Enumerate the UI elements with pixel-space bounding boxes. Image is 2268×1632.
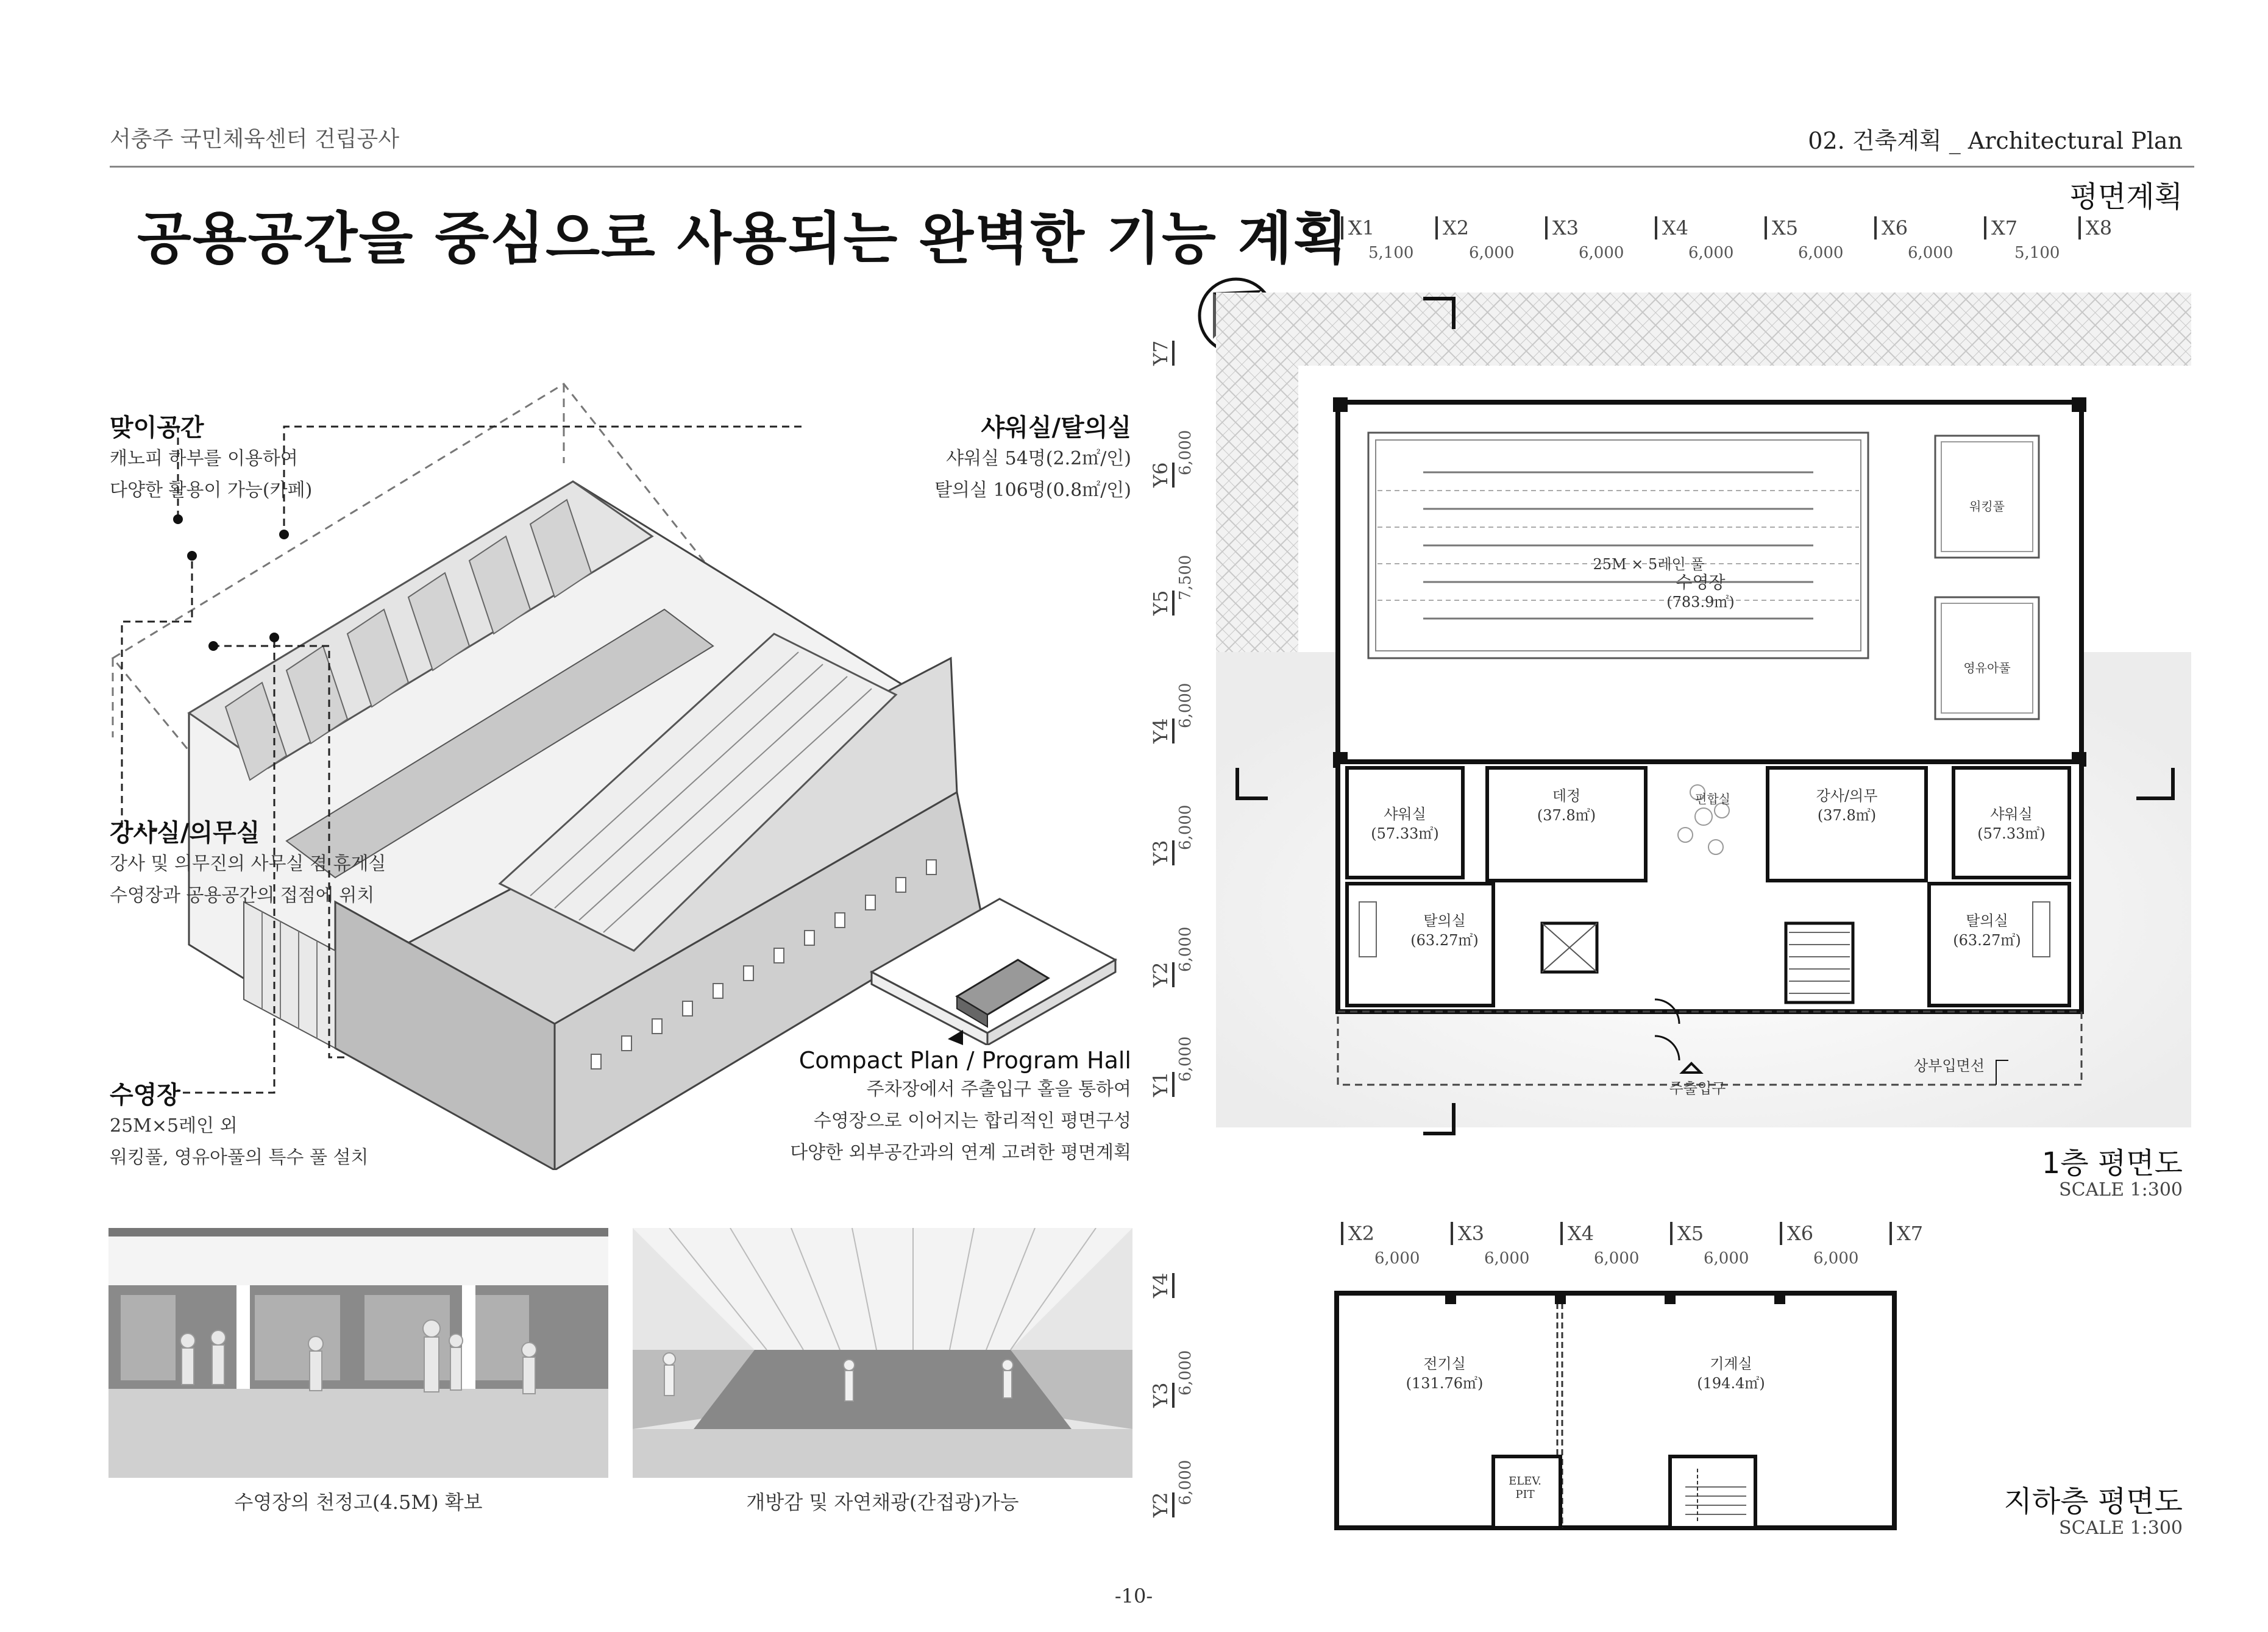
annotation-pool-title: 수영장: [110, 1081, 180, 1109]
overhang-label: 상부입면선: [1914, 1057, 1985, 1074]
plan2-scale: SCALE 1:300: [2059, 1517, 2183, 1539]
annotation-shower: [934, 408, 1131, 506]
annotation-entrance-line: 다양한 활용이 가능(카페): [110, 480, 313, 501]
room-shower-right: [1953, 804, 2069, 843]
annotation-entrance-line: 캐노피 하부를 이용하여: [110, 448, 298, 469]
photo-natural-light: [633, 1228, 1132, 1478]
plan2-x-grid: [1341, 1222, 2072, 1271]
grid-label: X7: [1984, 216, 2017, 239]
grid-dim: 6,000: [1374, 1249, 1420, 1268]
plan1-title: 1층 평면도: [2041, 1146, 2183, 1180]
room-pool: 수영장: [1676, 572, 1726, 592]
grid-dim: 5,100: [1368, 244, 1414, 262]
basement-plan: [1332, 1286, 1905, 1536]
grid-label: X8: [2078, 216, 2112, 239]
grid-label: Y3: [1149, 1383, 1175, 1408]
annotation-compact-line: 주차장에서 주출입구 홀을 통하여: [866, 1079, 1131, 1100]
annotation-office-title: 강사실/의무실: [110, 819, 260, 847]
section-title: 02. 건축계획 _ Architectural Plan: [1808, 127, 2183, 154]
plan1-y-grid: [1149, 340, 1210, 1103]
grid-label: X5: [1670, 1222, 1704, 1245]
grid-label: Y4: [1149, 1273, 1175, 1298]
room-locker-left-name: 탈의실: [1423, 912, 1466, 929]
room-lounge-name: 데정: [1552, 787, 1581, 804]
room-shower-left: [1347, 804, 1463, 843]
room-instructor: [1768, 786, 1926, 825]
room-instructor-area: (37.8㎡): [1817, 807, 1877, 824]
room-shower-left-name: 샤워실: [1384, 806, 1426, 823]
room-instructor-name: 강사/의무: [1816, 787, 1878, 804]
grid-dim: 6,000: [1908, 244, 1953, 262]
grid-label: Y2: [1149, 1492, 1175, 1517]
room-mechanical-name: 기계실: [1710, 1355, 1752, 1372]
elevator-pit-label: ELEV. PIT: [1509, 1475, 1541, 1501]
grid-dim: 5,100: [2014, 244, 2060, 262]
annotation-compact-line: 다양한 외부공간과의 연계 고려한 평면계획: [790, 1142, 1131, 1163]
photo-ceiling-height: [108, 1228, 608, 1478]
room-shower-right-area: (57.33㎡): [1977, 825, 2046, 842]
grid-label: Y2: [1149, 962, 1175, 987]
room-electric: [1384, 1354, 1505, 1393]
grid-dim: 6,000: [1176, 683, 1195, 728]
photo-right-caption: 개방감 및 자연채광(간접광)가능: [746, 1491, 1019, 1514]
grid-dim: 6,000: [1688, 244, 1734, 262]
annotation-entrance: [110, 408, 312, 506]
annotation-office-line: 수영장과 공용공간의 접점에 위치: [110, 885, 375, 906]
grid-label: X2: [1435, 216, 1469, 239]
annotation-pool-line: 워킹풀, 영유아풀의 특수 풀 설치: [110, 1147, 369, 1168]
room-locker-left-area: (63.27㎡): [1410, 932, 1479, 949]
grid-label: Y1: [1149, 1072, 1175, 1097]
plan1-x-grid: [1341, 216, 2194, 265]
room-pool-lanes: 25M × 5레인 풀: [1593, 556, 1705, 573]
annotation-shower-title: 샤워실/탈의실: [981, 414, 1131, 442]
grid-dim: 6,000: [1579, 244, 1624, 262]
grid-label: Y4: [1149, 718, 1175, 743]
main-title: 공용공간을 중심으로 사용되는 완벽한 기능 계획: [137, 206, 1349, 271]
project-name: 서충주 국민체육센터 건립공사: [110, 127, 399, 152]
grid-dim: 6,000: [1176, 926, 1195, 972]
grid-label: X2: [1341, 1222, 1374, 1245]
grid-dim: 6,000: [1813, 1249, 1859, 1268]
grid-label: X6: [1780, 1222, 1813, 1245]
grid-dim: 6,000: [1594, 1249, 1640, 1268]
grid-dim: 6,000: [1176, 1460, 1195, 1505]
plan2-y-grid: [1149, 1272, 1210, 1536]
header-divider: [110, 166, 2194, 168]
room-shower-left-area: (57.33㎡): [1371, 825, 1439, 842]
room-shower-right-name: 샤워실: [1990, 806, 2033, 823]
grid-label: X4: [1560, 1222, 1594, 1245]
grid-label: Y7: [1149, 341, 1175, 366]
grid-label: X1: [1341, 216, 1374, 239]
room-locker-right: [1914, 911, 2060, 950]
grid-label: X3: [1451, 1222, 1484, 1245]
annotation-shower-line: 탈의실 106명(0.8㎡/인): [934, 480, 1131, 501]
room-kids-pool: 영유아풀: [1963, 661, 2011, 675]
room-walking-pool: 워킹풀: [1969, 499, 2005, 514]
room-hall: 편합실: [1695, 792, 1730, 806]
room-mechanical: [1670, 1354, 1792, 1393]
room-pool-area: (783.9㎡): [1666, 594, 1735, 611]
massing-inset: [866, 893, 1122, 1045]
annotation-compact-line: 수영장으로 이어지는 합리적인 평면구성: [813, 1110, 1131, 1132]
room-mechanical-area: (194.4㎡): [1697, 1375, 1765, 1392]
room-locker-left: [1371, 911, 1518, 950]
annotation-pool-line: 25M×5레인 외: [110, 1115, 238, 1137]
grid-label: X5: [1765, 216, 1798, 239]
grid-dim: 6,000: [1798, 244, 1844, 262]
grid-dim: 7,500: [1176, 555, 1195, 600]
grid-label: X6: [1874, 216, 1908, 239]
grid-dim: 6,000: [1176, 1350, 1195, 1396]
grid-dim: 6,000: [1176, 804, 1195, 850]
grid-dim: 6,000: [1176, 1036, 1195, 1082]
grid-label: X4: [1655, 216, 1688, 239]
grid-dim: 6,000: [1176, 430, 1195, 475]
annotation-compact-title: Compact Plan / Program Hall: [798, 1047, 1131, 1074]
grid-label: X7: [1889, 1222, 1923, 1245]
page-label: 평면계획: [2069, 180, 2183, 214]
page-number: -10-: [1114, 1584, 1153, 1608]
grid-dim: 6,000: [1704, 1249, 1749, 1268]
room-locker-right-area: (63.27㎡): [1953, 932, 2021, 949]
plan1-scale: SCALE 1:300: [2059, 1179, 2183, 1201]
grid-dim: 6,000: [1484, 1249, 1530, 1268]
annotation-entrance-title: 맞이공간: [110, 414, 204, 442]
annotation-pool: [110, 1076, 368, 1174]
grid-dim: 6,000: [1469, 244, 1515, 262]
grid-label: Y3: [1149, 840, 1175, 865]
room-locker-right-name: 탈의실: [1966, 912, 2008, 929]
photo-left-caption: 수영장의 천정고(4.5M) 확보: [234, 1491, 483, 1514]
annotation-shower-line: 샤워실 54명(2.2㎡/인): [946, 448, 1131, 469]
plan2-title: 지하층 평면도: [2003, 1485, 2183, 1519]
room-lounge: [1487, 786, 1646, 825]
annotation-office: [110, 814, 386, 912]
main-entrance-label: 주출입구: [1669, 1080, 1726, 1097]
grid-label: X3: [1545, 216, 1579, 239]
annotation-office-line: 강사 및 의무진의 사무실 겸 휴게실: [110, 853, 386, 875]
room-electric-name: 전기실: [1423, 1355, 1466, 1372]
annotation-compact: [790, 1047, 1131, 1169]
room-lounge-area: (37.8㎡): [1537, 807, 1596, 824]
room-electric-area: (131.76㎡): [1406, 1375, 1484, 1392]
grid-label: Y5: [1149, 591, 1175, 616]
grid-label: Y6: [1149, 463, 1175, 488]
first-floor-plan: [1216, 286, 2197, 1176]
